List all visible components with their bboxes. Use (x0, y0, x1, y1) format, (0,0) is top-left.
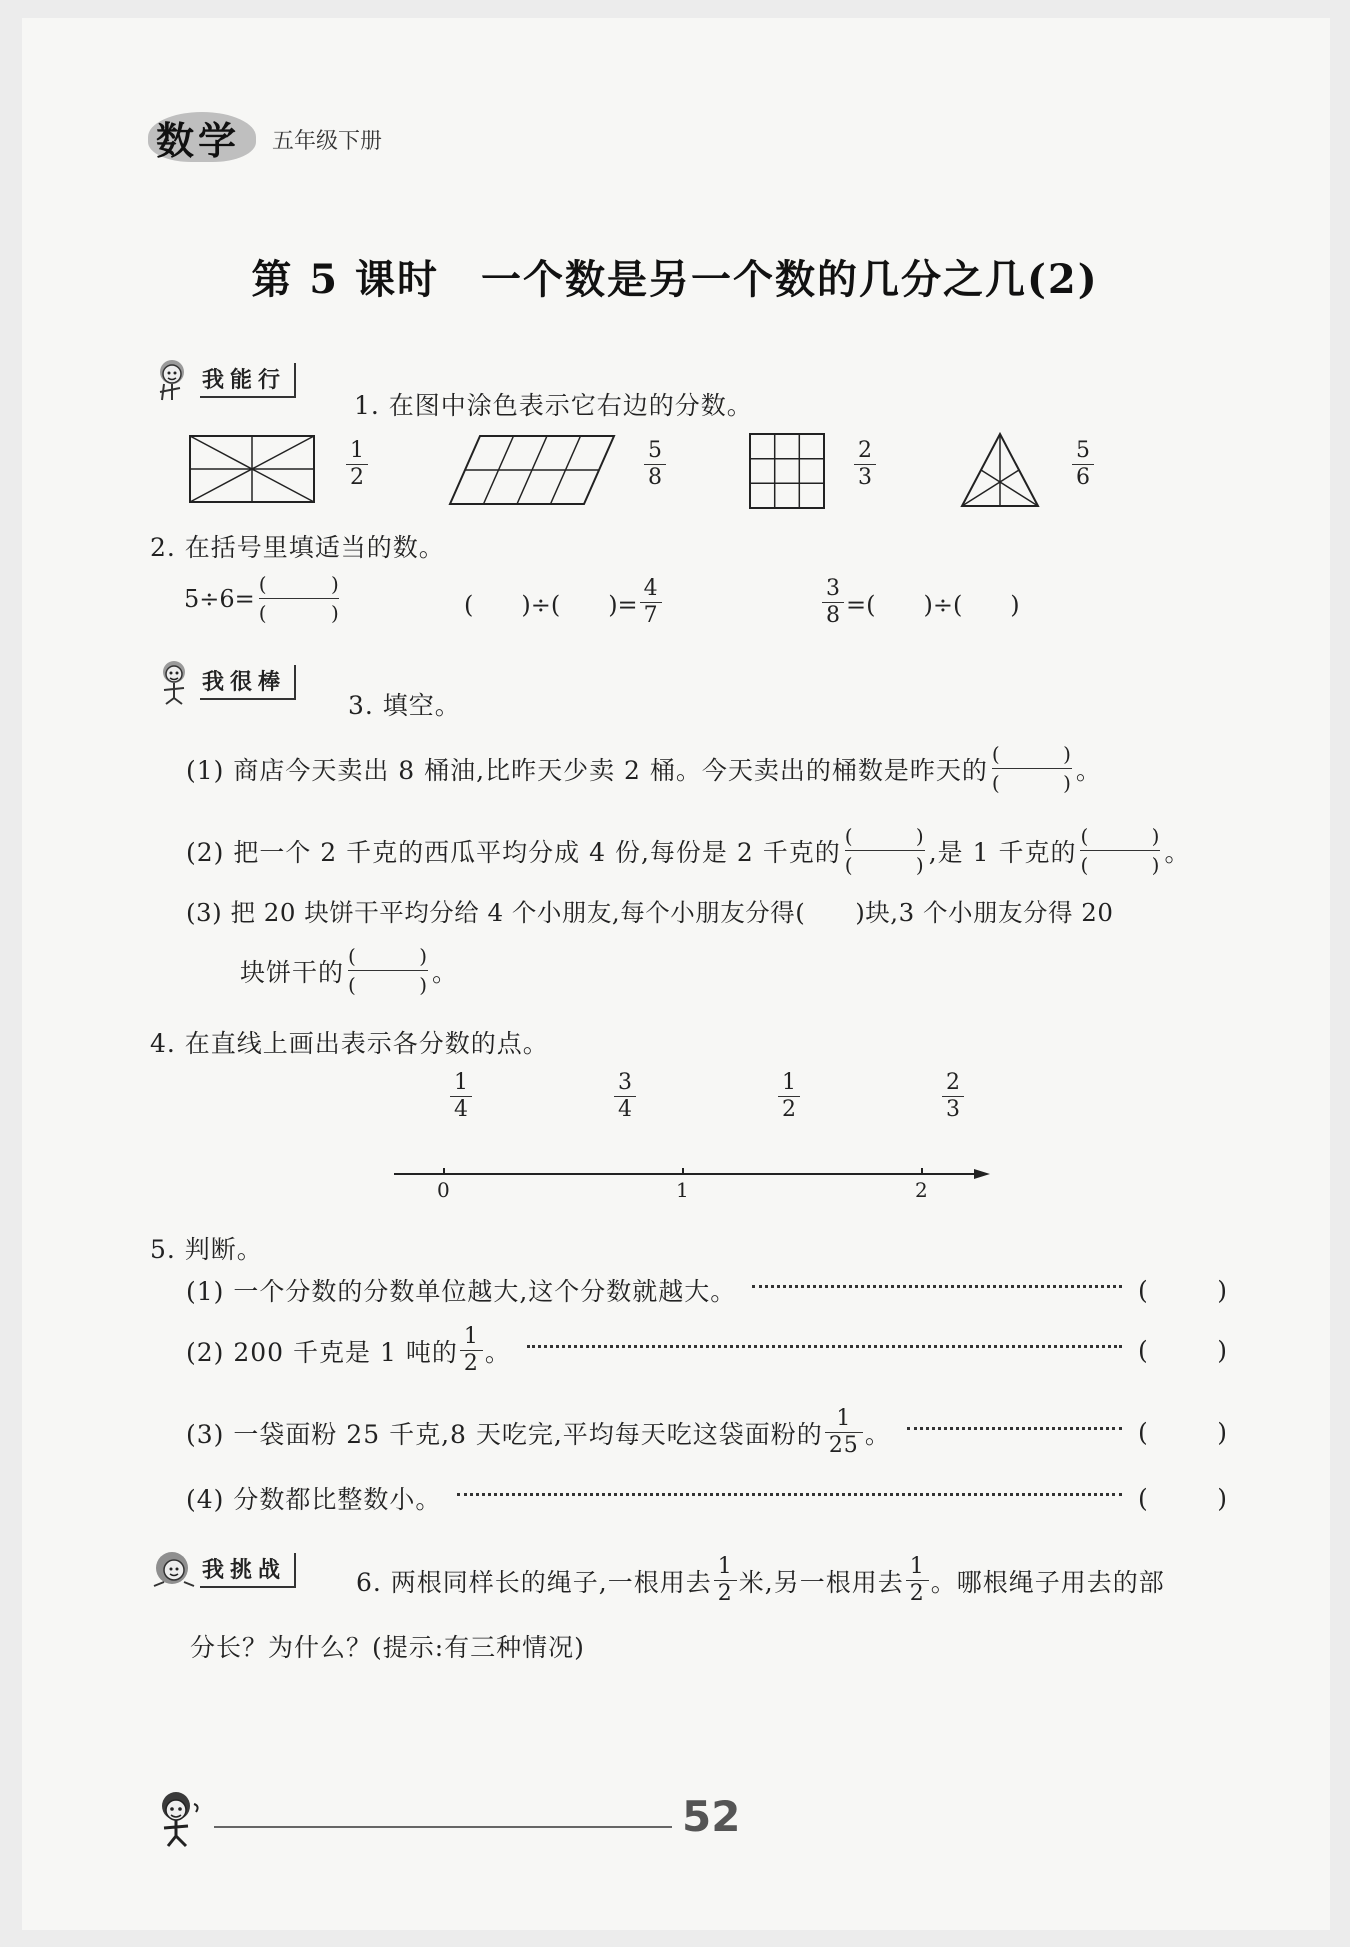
page-number: 52 (682, 1792, 741, 1841)
header-grade: 五年级下册 (272, 129, 383, 154)
q5-answer-3[interactable]: ( ) (1138, 1418, 1228, 1447)
badge-label: 我很棒 (200, 665, 296, 700)
q3-part-3-line-2: 块饼干的 ( ) ( ) 。 (240, 944, 459, 997)
footer-rule (214, 1826, 672, 1828)
q5-item-4: (4) 分数都比整数小。 ( ) (186, 1483, 1228, 1514)
q2-item-a (184, 574, 343, 623)
q3-p2-text: (2) 把一个 2 千克的西瓜平均分成 4 份,每份是 2 千克的 (186, 837, 841, 867)
q6-line-2: 分长？为什么？(提示:有三种情况) (190, 1633, 585, 1662)
q3-p3-answer[interactable]: ( ) ( ) (348, 944, 429, 997)
q1-triangle-shape (960, 432, 1040, 510)
q5-item-2: (2) 200 千克是 1 吨的 $\frac{1}{2}$ 。 ( ) (186, 1324, 1228, 1376)
q2-b-expression[interactable]: ( )÷( )= (464, 591, 638, 619)
q1-fraction-2: $\frac{5}{8}$ (644, 440, 666, 489)
q3-p2-answer-2[interactable]: ( ) ( ) (1080, 824, 1161, 877)
badge-label: 我挑战 (200, 1553, 296, 1588)
q5-i2-fraction: $\frac{1}{2}$ (460, 1326, 483, 1375)
q4-fraction-2: $\frac{3}{4}$ (614, 1072, 636, 1121)
q2-c-expression[interactable]: =( )÷( ) (846, 591, 1020, 619)
q2-text: 2. 在括号里填适当的数。 (150, 533, 445, 562)
q2-item-b (464, 578, 664, 627)
q5-item-3: (3) 一袋面粉 25 千克,8 天吃完,平均每天吃这袋面粉的 $\frac{1}{25}$ 。 ( ) (186, 1406, 1228, 1458)
q6-fraction-2: $\frac{1}{2}$ (906, 1556, 929, 1605)
q2-a-answer-fraction[interactable]: ( ) ( ) (258, 572, 339, 625)
q2-b-fraction: $\frac{4}{7}$ (640, 578, 662, 627)
q6-line-1: 6. 两根同样长的绳子,一根用去 $\frac{1}{2}$ 米,另一根用去 $\frac{1}{2}$ 。哪根绳子用去的部 (356, 1554, 1165, 1606)
mascot-icon (150, 1546, 198, 1594)
q3-p1-answer[interactable]: ( ) ( ) (991, 742, 1072, 795)
q2-item-c (820, 578, 1020, 627)
q5-i3-fraction: $\frac{1}{25}$ (825, 1408, 863, 1457)
q3-p1-text: (1) 商店今天卖出 8 桶油,比昨天少卖 2 桶。今天卖出的桶数是昨天的 (186, 755, 988, 785)
mascot-icon (150, 356, 198, 404)
q2-c-fraction: $\frac{3}{8}$ (822, 578, 844, 627)
badge-wo-neng-xing (150, 356, 296, 404)
leader-dots (457, 1493, 1122, 1496)
q2-a-expression: 5÷6= (184, 584, 255, 613)
q1-rectangle-shape (188, 434, 316, 504)
q5-answer-2[interactable]: ( ) (1138, 1336, 1228, 1365)
page-title: 第 5 课时 一个数是另一个数的几分之几(2) (251, 256, 1099, 303)
q5-answer-1[interactable]: ( ) (1138, 1275, 1228, 1305)
q3-part-2: (2) 把一个 2 千克的西瓜平均分成 4 份,每份是 2 千克的 ( ) ( ) ,是 1 千克的 ( ) ( ) 。 (186, 824, 1191, 877)
q4-tick-label-1: 1 (676, 1178, 689, 1202)
footer-mascot-icon (146, 1786, 210, 1850)
q4-text: 4. 在直线上画出表示各分数的点。 (150, 1029, 549, 1058)
q5-text: 5. 判断。 (150, 1235, 263, 1264)
badge-label: 我能行 (200, 363, 296, 398)
q3-text: 3. 填空。 (348, 691, 461, 720)
q3-p2-answer-1[interactable]: ( ) ( ) (844, 824, 925, 877)
q1-fraction-3: $\frac{2}{3}$ (854, 440, 876, 489)
leader-dots (907, 1427, 1122, 1430)
mascot-icon (150, 658, 198, 706)
q4-tick-label-0: 0 (437, 1178, 450, 1202)
badge-wo-tiao-zhan (150, 1546, 296, 1594)
q1-grid-shape (748, 432, 826, 510)
q6-fraction-1: $\frac{1}{2}$ (714, 1556, 737, 1605)
q4-fraction-1: $\frac{1}{4}$ (450, 1072, 472, 1121)
q4-fraction-4: $\frac{2}{3}$ (942, 1072, 964, 1121)
leader-dots (527, 1345, 1122, 1348)
q4-fraction-3: $\frac{1}{2}$ (778, 1072, 800, 1121)
q5-answer-4[interactable]: ( ) (1138, 1483, 1228, 1513)
q4-number-line[interactable] (392, 1160, 992, 1190)
leader-dots (752, 1285, 1122, 1288)
q1-fraction-4: $\frac{5}{6}$ (1072, 440, 1094, 489)
q1-text: 1. 在图中涂色表示它右边的分数。 (354, 391, 753, 420)
q3-part-1: (1) 商店今天卖出 8 桶油,比昨天少卖 2 桶。今天卖出的桶数是昨天的 ( ) ( ) 。 (186, 742, 1102, 795)
q1-parallelogram-shape (448, 434, 618, 506)
header-subject: 数学 (156, 119, 241, 163)
q5-item-1: (1) 一个分数的分数单位越大,这个分数就越大。 ( ) (186, 1275, 1228, 1306)
q3-part-3-line-1[interactable]: (3) 把 20 块饼干平均分给 4 个小朋友,每个小朋友分得( )块,3 个小朋友分得 20 (186, 898, 1114, 927)
badge-wo-hen-bang (150, 658, 296, 706)
q1-fraction-1: $\frac{1}{2}$ (346, 440, 368, 489)
q4-tick-label-2: 2 (915, 1178, 928, 1202)
